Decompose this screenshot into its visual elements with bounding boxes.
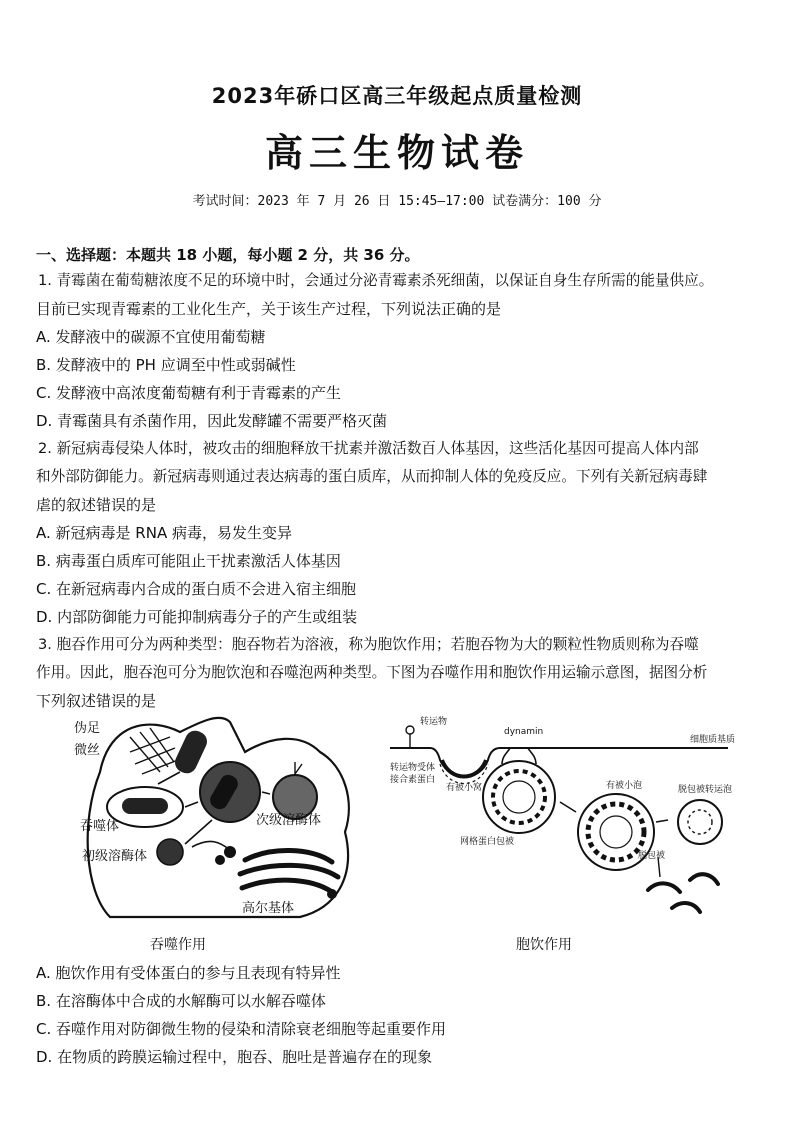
q3-option-c: C. 吞噬作用对防御微生物的侵染和清除衰老细胞等起重要作用: [36, 1020, 447, 1038]
q3-option-d: D. 在物质的跨膜运输过程中，胞吞、胞吐是普遍存在的现象: [36, 1048, 433, 1066]
figure-right-caption: 胞饮作用: [516, 937, 572, 953]
label-coated-pit: 有被小窝: [446, 783, 483, 793]
q2-option-a: A. 新冠病毒是 RNA 病毒，易发生变异: [36, 524, 292, 542]
exam-info: 考试时间：2023 年 7 月 26 日 15:45—17:00 试卷满分：100 分: [192, 194, 602, 209]
label-receptor: 转运物受体: [390, 763, 436, 773]
q1-option-b: B. 发酵液中的 PH 应调至中性或弱碱性: [36, 356, 296, 374]
label-dynamin: dynamin: [504, 727, 544, 737]
q2-option-b: B. 病毒蛋白质库可能阻止干扰素激活人体基因: [36, 552, 341, 570]
figure-left-caption: 吞噬作用: [150, 937, 206, 953]
q1-option-d: D. 青霉菌具有杀菌作用，因此发酵罐不需要严格灭菌: [36, 412, 388, 430]
label-cargo: 转运物: [420, 717, 448, 727]
label-pseudopod: 伪足: [74, 721, 101, 736]
label-clathrin: 网格蛋白包被: [460, 837, 515, 847]
q3-option-a: A. 胞饮作用有受体蛋白的参与且表现有特异性: [36, 964, 341, 982]
clathrin-fragments: [648, 874, 718, 912]
microfilament-mesh: [130, 728, 178, 774]
label-phagosome: 吞噬体: [80, 819, 120, 834]
label-secondary-lysosome: 次级溶酶体: [256, 813, 322, 828]
q1-option-c: C. 发酵液中高浓度葡萄糖有利于青霉素的产生: [36, 384, 342, 402]
budding-vesicle: [483, 748, 555, 833]
bacterium: [172, 727, 211, 776]
phagocytosis-diagram: [70, 712, 370, 922]
q2-option-c: C. 在新冠病毒内合成的蛋白质不会进入宿主细胞: [36, 580, 357, 598]
paper-title: 高三生物试卷: [264, 130, 529, 175]
exam-title: 2023年硚口区高三年级起点质量检测: [211, 84, 583, 108]
label-adaptor: 接合素蛋白: [390, 775, 436, 785]
plasma-membrane: [390, 748, 728, 777]
q2-option-d: D. 内部防御能力可能抑制病毒分子的产生或组装: [36, 608, 358, 626]
q2-stem-line2: 和外部防御能力。新冠病毒则通过表达病毒的蛋白质库，从而抑制人体的免疫反应。下列有关新冠病毒肆: [36, 468, 708, 485]
q3-stem-line3: 下列叙述错误的是: [36, 692, 157, 710]
q3-stem-line2: 作用。因此，胞吞泡可分为胞饮泡和吞噬泡两种类型。下图为吞噬作用和胞饮作用运输示意图，据图分析: [36, 664, 708, 681]
section-title: 一、选择题：本题共 18 小题，每小题 2 分，共 36 分。: [36, 246, 420, 264]
q2-stem-line1: 2. 新冠病毒侵染人体时，被攻击的细胞释放干扰素并激活数百人体基因，这些活化基因可提高人体内部: [38, 440, 699, 457]
label-uncoating: 脱包被: [638, 851, 666, 861]
label-uncoated-vesicle: 脱包被转运泡: [678, 785, 733, 795]
uncoated-vesicle: [678, 800, 722, 844]
q3-stem-line1: 3. 胞吞作用可分为两种类型：胞吞物若为溶液，称为胞饮作用；若胞吞物为大的颗粒性物质则称为吞噬: [38, 636, 699, 653]
q2-stem-line3: 虐的叙述错误的是: [36, 496, 157, 514]
q1-option-a: A. 发酵液中的碳源不宜使用葡萄糖: [36, 328, 266, 346]
label-microfilament: 微丝: [74, 743, 101, 758]
phagosome-content: [122, 798, 168, 814]
label-primary-lysosome: 初级溶酶体: [82, 849, 148, 864]
q3-option-b: B. 在溶酶体中合成的水解酶可以水解吞噬体: [36, 992, 326, 1010]
golgi-apparatus: [240, 850, 338, 892]
label-coated-vesicle: 有被小泡: [606, 781, 643, 791]
pinocytosis-diagram: [390, 712, 750, 922]
primary-lysosome: [157, 839, 183, 865]
label-cytosol: 细胞质基质: [690, 735, 736, 745]
q1-stem-line1: 1. 青霉菌在葡萄糖浓度不足的环境中时，会通过分泌青霉素杀死细菌，以保证自身生存所需的能量供应。: [38, 272, 714, 289]
label-golgi: 高尔基体: [242, 901, 295, 916]
q1-stem-line2: 目前已实现青霉素的工业化生产，关于该生产过程，下列说法正确的是: [36, 300, 502, 318]
